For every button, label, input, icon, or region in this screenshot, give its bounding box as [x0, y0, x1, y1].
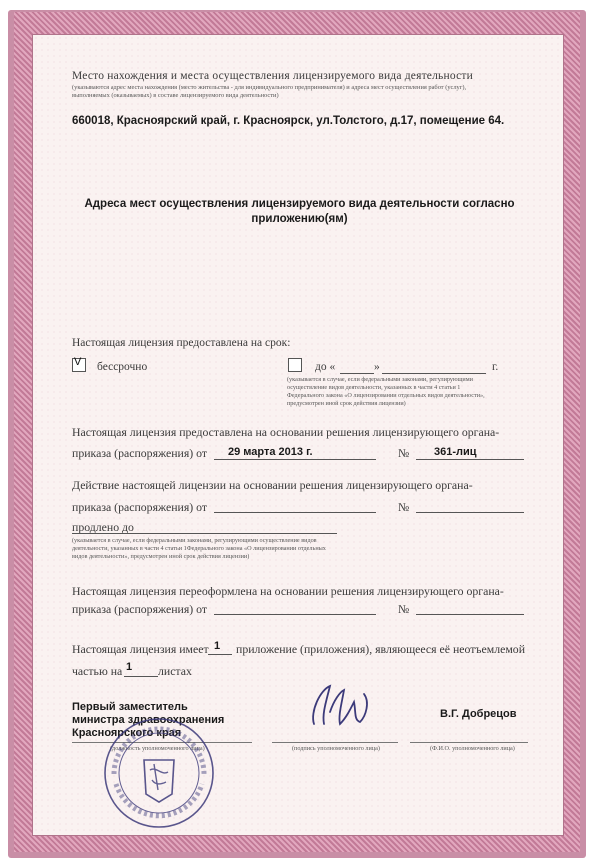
- position-caption: (должность уполномоченного лица): [110, 745, 205, 752]
- term-label: Настоящая лицензия предоставлена на срок:: [72, 337, 291, 349]
- until-note-line-1: (указывается в случае, если федеральными законами, регулирующими: [287, 376, 473, 383]
- appendix-count-line: [208, 654, 232, 655]
- until-label: до «: [315, 361, 336, 373]
- until-note-line-4: предусмотрен иной срок действия лицензии): [287, 400, 406, 407]
- extended-label: продлено до: [72, 520, 134, 534]
- appendix-pre: Настоящая лицензия имеет: [72, 642, 209, 656]
- action-number-line: [416, 512, 524, 513]
- perpetual-label: бессрочно: [97, 361, 148, 373]
- section-note-line-2: выполняемых (оказываемых) в составе лицензируемого вида деятельности): [72, 92, 279, 99]
- action-note-line-3: видов деятельности», предусмотрен иной срок действия лицензии): [72, 553, 250, 560]
- address-value: 660018, Красноярский край, г. Красноярск, ул.Толстого, д.17, помещение 64.: [72, 115, 505, 127]
- appendix-count: 1: [214, 640, 221, 652]
- sheets-post: листах: [158, 664, 192, 678]
- handwritten-signature: [300, 672, 380, 742]
- section-title: Место нахождения и места осуществления лицензируемого вида деятельности: [72, 70, 473, 82]
- action-date-line: [214, 512, 376, 513]
- official-stamp: [100, 714, 218, 832]
- granted-number-label: №: [398, 446, 410, 460]
- until-checkbox: [288, 358, 302, 372]
- appendix-post: приложение (приложения), являющееся её неотъемлемой: [236, 642, 526, 656]
- granted-number-line: [416, 459, 524, 460]
- granted-line-1: Настоящая лицензия предоставлена на основании решения лицензирующего органа-: [72, 425, 500, 439]
- action-line-1: Действие настоящей лицензии на основании решения лицензирующего органа-: [72, 478, 473, 492]
- reissued-order-label: приказа (распоряжения) от: [72, 602, 208, 616]
- reissued-number-line: [416, 614, 524, 615]
- until-month-line: [382, 373, 486, 374]
- sign-caption: (подпись уполномоченного лица): [292, 745, 380, 752]
- sheets-count-line: [124, 676, 158, 677]
- name-caption: (Ф.И.О. уполномоченного лица): [430, 745, 515, 752]
- name-line: [410, 742, 528, 743]
- action-note-line-2: деятельности, указанных в части 4 статьи 1Федерального закона «О лицензировании отдельных: [72, 545, 326, 552]
- sheets-count: 1: [126, 661, 133, 673]
- sign-line: [272, 742, 398, 743]
- action-note-line-1: (указывается в случае, если федеральными законами, регулирующими осуществление видов: [72, 537, 317, 544]
- until-note-line-3: Федерального закона «О лицензировании отдельных видов деятельности»,: [287, 392, 485, 399]
- until-mid: »: [374, 361, 380, 373]
- signatory-name: В.Г. Добрецов: [440, 708, 517, 720]
- addresses-note-line-1: Адреса мест осуществления лицензируемого вида деятельности согласно: [84, 198, 515, 210]
- position-line-3: Красноярского края: [72, 727, 182, 739]
- granted-date: 29 марта 2013 г.: [228, 446, 313, 458]
- addresses-note-line-2: приложению(ям): [251, 213, 348, 225]
- until-year-suffix: г.: [492, 361, 499, 373]
- granted-number: 361-лиц: [434, 446, 477, 458]
- reissued-number-label: №: [398, 602, 410, 616]
- reissued-date-line: [214, 614, 376, 615]
- position-line-2: министра здравоохранения: [72, 714, 225, 726]
- until-note-line-2: осуществление видов деятельности, указанных в части 4 статьи 1: [287, 384, 461, 391]
- section-note-line-1: (указываются адрес места нахождения (место жительства - для индивидуального предпринимателя) и адреса мест осуществления работ (услуг),: [72, 84, 467, 91]
- perpetual-check-mark: V: [74, 356, 82, 368]
- action-order-label: приказа (распоряжения) от: [72, 500, 208, 514]
- sheets-pre: частью на: [72, 664, 123, 678]
- position-line-1: Первый заместитель: [72, 701, 188, 713]
- granted-order-label: приказа (распоряжения) от: [72, 446, 208, 460]
- action-number-label: №: [398, 500, 410, 514]
- reissued-line-1: Настоящая лицензия переоформлена на основании решения лицензирующего органа-: [72, 584, 504, 598]
- granted-date-line: [214, 459, 376, 460]
- until-day-line: [340, 373, 374, 374]
- extended-line: [72, 533, 337, 534]
